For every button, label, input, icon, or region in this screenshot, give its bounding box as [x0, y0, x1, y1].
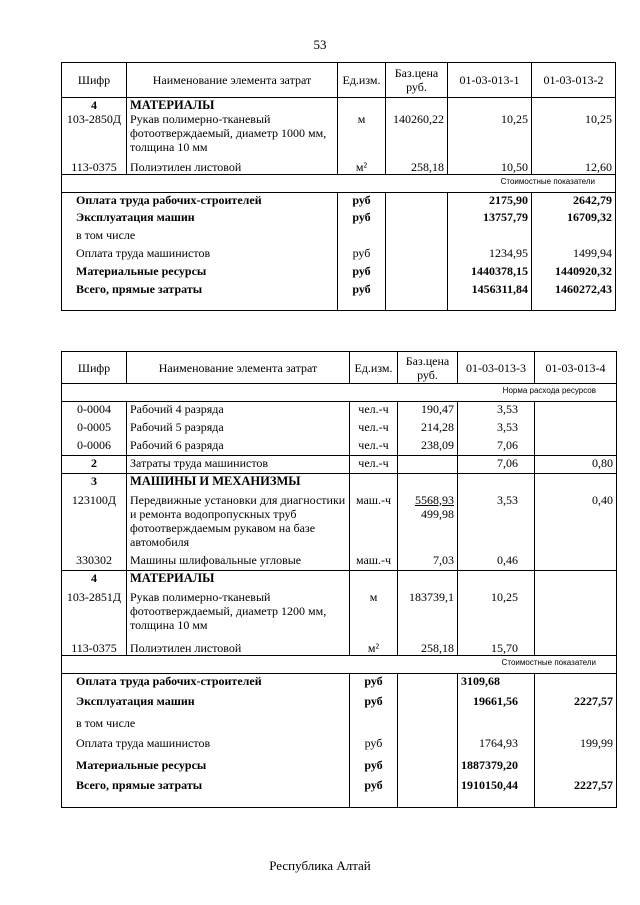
section-title: МАТЕРИАЛЫ: [127, 571, 350, 590]
cost-v1: 1887379,20: [458, 758, 535, 778]
table-row: [62, 420, 617, 438]
cost-row: [62, 246, 616, 264]
cost-unit: руб: [338, 246, 386, 264]
cost-v2: 1440920,32: [532, 264, 616, 282]
cost-v2: 199,99: [535, 736, 617, 758]
row-unit: чел.-ч: [350, 438, 398, 456]
row-v1: 7,06: [458, 456, 535, 474]
cost-row: [62, 778, 617, 808]
table-row: [62, 154, 616, 174]
table-row: [62, 456, 617, 474]
row-v1: 10,50: [448, 154, 532, 174]
row-code: 103-2850Д: [62, 112, 127, 154]
row-unit: м²: [338, 154, 386, 174]
row-unit: чел.-ч: [350, 420, 398, 438]
table-row: [62, 590, 617, 636]
norm-label-row: [62, 384, 617, 402]
section-row: [62, 474, 617, 493]
header-price: Баз.цена руб.: [386, 63, 448, 98]
row-v2: 12,60: [532, 154, 616, 174]
row-v2: 0,40: [535, 493, 617, 553]
cost-v1: 19661,56: [458, 694, 535, 716]
table-row: [62, 636, 617, 656]
row-v1: 3,53: [458, 493, 535, 553]
row-unit: м: [338, 112, 386, 154]
cost-unit: руб: [350, 778, 398, 808]
row-v1: 15,70: [458, 636, 535, 656]
section-num: 4: [62, 571, 127, 590]
cost-name: Оплата труда рабочих-строителей: [62, 674, 350, 694]
cost-name: Оплата труда рабочих-строителей: [62, 192, 338, 210]
cost-unit: руб: [350, 758, 398, 778]
row-v1: 10,25: [458, 590, 535, 636]
cost-row: [62, 674, 617, 694]
row-name: Рукав полимерно-тканевый фотоотверждаемый, диаметр 1200 мм, толщина 10 мм: [127, 590, 350, 636]
cost-row: [62, 192, 616, 210]
row-name: Рукав полимерно-тканевый фотоотверждаемый, диаметр 1000 мм, толщина 10 мм: [127, 112, 338, 154]
cost-row: [62, 694, 617, 716]
norm-label: Норма расхода ресурсов: [62, 384, 617, 402]
section-num: 3: [62, 474, 127, 493]
row-name: Затраты труда машинистов: [127, 456, 350, 474]
row-code: 103-2851Д: [62, 590, 127, 636]
cost-row: [62, 210, 616, 228]
cost-unit: руб: [350, 694, 398, 716]
header-col2: 01-03-013-2: [532, 63, 616, 98]
row-unit: м²: [350, 636, 398, 656]
row-code: 0-0005: [62, 420, 127, 438]
row-code: 2: [62, 456, 127, 474]
cost-v1: 1456311,84: [448, 282, 532, 310]
cost-name: Эксплуатация машин: [62, 210, 338, 228]
cost-row: [62, 228, 616, 246]
cost-label-row: [62, 656, 617, 674]
row-unit: маш.-ч: [350, 493, 398, 553]
cost-name: Материальные ресурсы: [62, 758, 350, 778]
row-name: Полиэтилен листовой: [127, 154, 338, 174]
row-v1: 3,53: [458, 402, 535, 420]
cost-label: Стоимостные показатели: [62, 174, 616, 192]
cost-v1: 2175,90: [448, 192, 532, 210]
row-unit: м: [350, 590, 398, 636]
header-col1: 01-03-013-3: [458, 352, 535, 384]
price-primary: 5568,93: [415, 492, 454, 507]
section-num: 4: [62, 98, 127, 113]
cost-unit: руб: [350, 674, 398, 694]
table-row: [62, 493, 617, 553]
row-v1: 7,06: [458, 438, 535, 456]
header-price: Баз.цена руб.: [398, 352, 458, 384]
cost-unit: руб: [338, 210, 386, 228]
cost-row: [62, 282, 616, 310]
header-unit: Ед.изм.: [350, 352, 398, 384]
section-row: [62, 571, 617, 590]
row-name: Машины шлифовальные угловые: [127, 553, 350, 571]
cost-row: [62, 716, 617, 736]
row-code: 123100Д: [62, 493, 127, 553]
cost-v2: 16709,32: [532, 210, 616, 228]
row-code: 0-0004: [62, 402, 127, 420]
cost-name: Эксплуатация машин: [62, 694, 350, 716]
cost-v2: 2642,79: [532, 192, 616, 210]
row-price: [398, 493, 458, 553]
cost-name: Оплата труда машинистов: [62, 246, 338, 264]
cost-v1: 3109,68: [458, 674, 535, 694]
cost-v1: 1910150,44: [458, 778, 535, 808]
page-number: 53: [313, 37, 327, 52]
cost-row: [62, 758, 617, 778]
row-v1: 0,46: [458, 553, 535, 571]
table-row: [62, 112, 616, 154]
row-name: Передвижные установки для диагностики и ремонта водопропускных труб фотоотверждаемым рукавом на базе автомобиля: [127, 493, 350, 553]
cost-v2: 1499,94: [532, 246, 616, 264]
row-unit: чел.-ч: [350, 456, 398, 474]
row-price: 258,18: [398, 636, 458, 656]
cost-table-1: [61, 62, 616, 311]
price-secondary: 499,98: [421, 506, 454, 521]
cost-unit: руб: [338, 282, 386, 310]
cost-name: Всего, прямые затраты: [62, 282, 338, 310]
header-name: Наименование элемента затрат: [127, 352, 350, 384]
row-name: Рабочий 4 разряда: [127, 402, 350, 420]
header-code: Шифр: [62, 63, 127, 98]
row-price: 214,28: [398, 420, 458, 438]
cost-unit: руб: [338, 192, 386, 210]
table-header-row: [62, 63, 616, 98]
section-title: МАТЕРИАЛЫ: [127, 98, 338, 113]
header-unit: Ед.изм.: [338, 63, 386, 98]
row-code: 330302: [62, 553, 127, 571]
cost-v1: 1234,95: [448, 246, 532, 264]
cost-v2: 2227,57: [535, 694, 617, 716]
row-v2: 0,80: [535, 456, 617, 474]
cost-v1: 1440378,15: [448, 264, 532, 282]
section-row: [62, 98, 616, 113]
cost-label: Стоимостные показатели: [62, 656, 617, 674]
row-price: 7,03: [398, 553, 458, 571]
row-price: 183739,1: [398, 590, 458, 636]
cost-name: Всего, прямые затраты: [62, 778, 350, 808]
cost-v2: 2227,57: [535, 778, 617, 808]
header-name: Наименование элемента затрат: [127, 63, 338, 98]
table-header-row: [62, 352, 617, 384]
cost-unit: руб: [338, 264, 386, 282]
cost-v1: 13757,79: [448, 210, 532, 228]
row-name: Полиэтилен листовой: [127, 636, 350, 656]
cost-unit: руб: [350, 736, 398, 758]
row-price: 190,47: [398, 402, 458, 420]
row-price: 258,18: [386, 154, 448, 174]
row-code: 0-0006: [62, 438, 127, 456]
cost-name: Оплата труда машинистов: [62, 736, 350, 758]
header-col2: 01-03-013-4: [535, 352, 617, 384]
cost-label-row: [62, 174, 616, 192]
cost-name: Материальные ресурсы: [62, 264, 338, 282]
row-code: 113-0375: [62, 154, 127, 174]
row-name: Рабочий 5 разряда: [127, 420, 350, 438]
cost-v2: 1460272,43: [532, 282, 616, 310]
cost-table-2: [61, 351, 617, 808]
row-unit: чел.-ч: [350, 402, 398, 420]
row-price: 238,09: [398, 438, 458, 456]
cost-v1: 1764,93: [458, 736, 535, 758]
cost-name: в том числе: [62, 716, 350, 736]
row-v1: 3,53: [458, 420, 535, 438]
section-title: МАШИНЫ И МЕХАНИЗМЫ: [127, 474, 350, 493]
header-col1: 01-03-013-1: [448, 63, 532, 98]
header-code: Шифр: [62, 352, 127, 384]
table-row: [62, 438, 617, 456]
table-row: [62, 402, 617, 420]
row-v2: 10,25: [532, 112, 616, 154]
row-price: 140260,22: [386, 112, 448, 154]
cost-row: [62, 736, 617, 758]
row-v1: 10,25: [448, 112, 532, 154]
row-code: 113-0375: [62, 636, 127, 656]
cost-name: в том числе: [62, 228, 338, 246]
cost-row: [62, 264, 616, 282]
row-unit: маш.-ч: [350, 553, 398, 571]
page-footer: Республика Алтай: [269, 858, 371, 873]
table-row: [62, 553, 617, 571]
row-name: Рабочий 6 разряда: [127, 438, 350, 456]
